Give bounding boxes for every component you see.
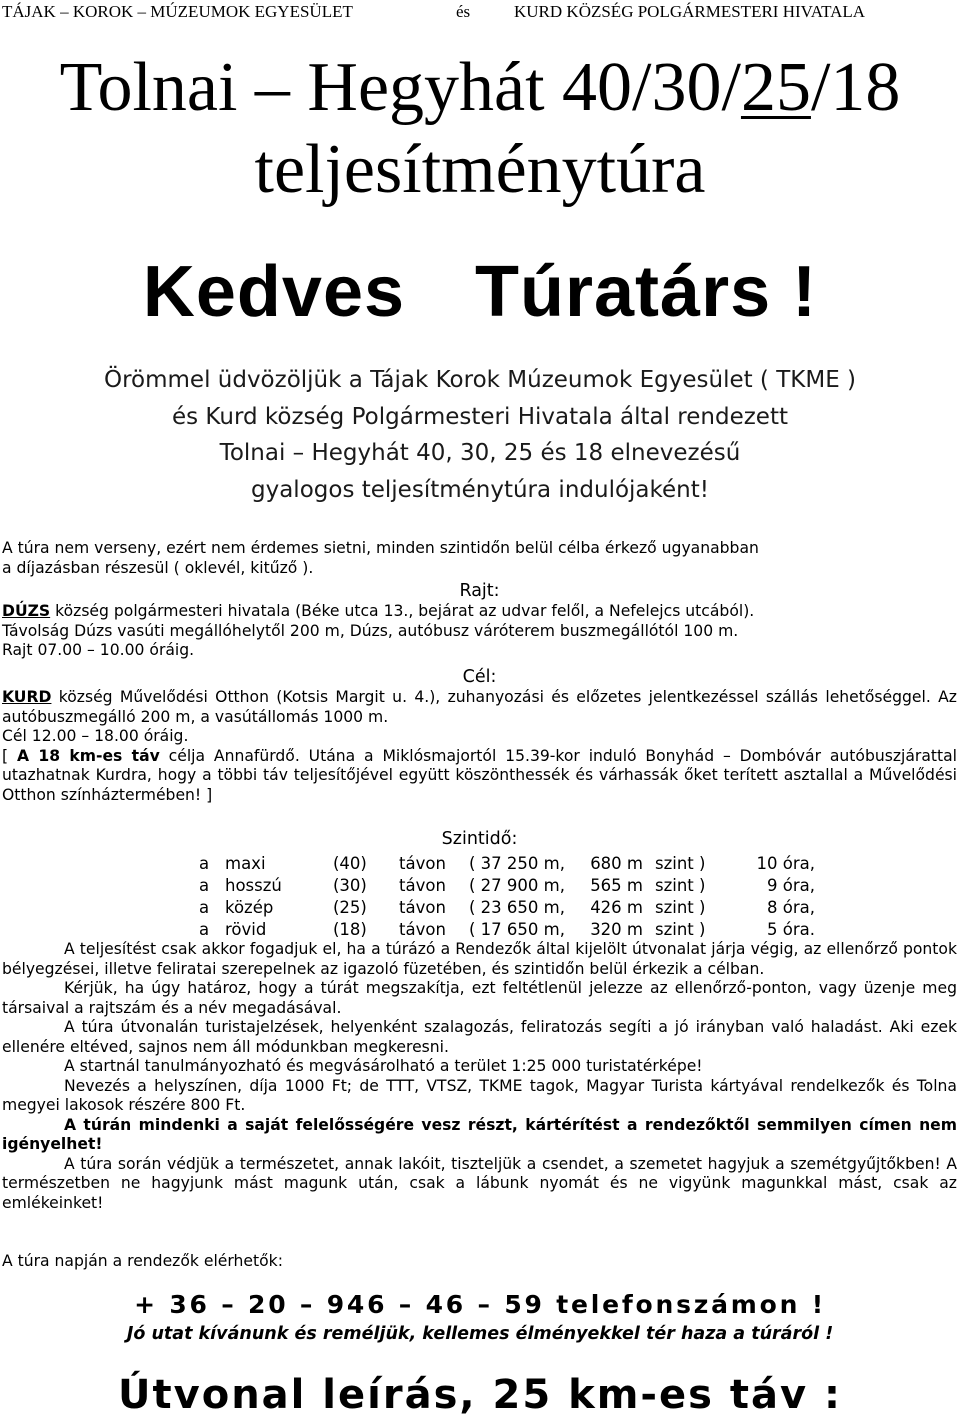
- time-limit-time-limit: 9 óra,: [767, 875, 815, 895]
- phone-number: + 36 – 20 – 946 – 46 – 59 telefonszámon !: [134, 1290, 826, 1319]
- time-limit-row: [199, 874, 815, 896]
- time-limit-route-name: maxi: [225, 853, 266, 873]
- time-limit-row: [199, 852, 815, 874]
- start-village: DÚZS: [2, 602, 51, 620]
- time-limit-table: [199, 852, 815, 940]
- time-limit-route-name: rövid: [225, 919, 267, 939]
- time-limit-distance: ( 17 650 m,: [469, 919, 565, 939]
- rules-section: [2, 940, 957, 1213]
- time-limit-distance: ( 23 650 m,: [469, 897, 565, 917]
- race-note-line: a díjazásban részesül ( oklevél, kitűző ).: [2, 558, 314, 577]
- time-limit-time-limit: 10 óra,: [756, 853, 815, 873]
- organizer-conjunction: és: [456, 2, 471, 21]
- time-limit-route-name: hosszú: [225, 875, 282, 895]
- finish-note-text: célja Annafürdő. Utána a Miklósmajortól 15.39-kor induló Bonyhád – Dombóvár autóbuszjárattal utazhatnak Kurdra, hogy a többi táv teljesítőjével együtt köszönthessék és várhassák őket terített asztallal a Művelődési Otthon színháztermében! ]: [2, 746, 958, 804]
- time-limit-elevation: 320 m: [590, 919, 643, 939]
- start-heading: Rajt:: [459, 581, 500, 601]
- title-underlined-distance: 25: [740, 49, 811, 126]
- time-limit-word-elevation: szint ): [655, 875, 706, 895]
- race-note-line: A túra nem verseny, ezért nem érdemes sietni, minden szintidőn belül célba érkező ugyanabban: [2, 539, 759, 557]
- time-limit-article: a: [199, 897, 210, 917]
- time-limit-word-elevation: szint ): [655, 897, 706, 917]
- start-time: Rajt 07.00 – 10.00 óráig.: [2, 641, 195, 659]
- time-limit-route-code: (30): [333, 875, 367, 895]
- bracket: [: [2, 746, 17, 765]
- time-limit-elevation: 426 m: [590, 897, 643, 917]
- time-limit-word-elevation: szint ): [655, 919, 706, 939]
- start-distance: Távolság Dúzs vasúti megállóhelytől 200 m, Dúzs, autóbusz váróterem buszmegállótól 100 m.: [2, 621, 739, 640]
- time-limit-time-limit: 8 óra,: [767, 897, 815, 917]
- organizer-right: KURD KÖZSÉG POLGÁRMESTERI HIVATALA: [514, 2, 866, 21]
- time-limit-word-route: távon: [399, 897, 446, 917]
- greeting-word: Kedves: [142, 252, 406, 332]
- time-limit-distance: ( 37 250 m,: [469, 853, 565, 873]
- time-limit-elevation: 680 m: [590, 853, 643, 873]
- rule-paragraph: A túra útvonalán turistajelzések, helyenként szalagozás, feliratozás segíti a jó irányban való haladást. Aki ezek ellenére eltéved, sajnos nem áll módunkban megkeresni.: [2, 1018, 957, 1056]
- finish-address: község Művelődési Otthon (Kotsis Margit u. 4.), zuhanyozási és előzetes jelentkezéssel szállás lehetőséggel. Az autóbuszmegálló 200 m, a vasútállomás 1000 m.: [2, 688, 957, 726]
- race-note: [2, 539, 957, 578]
- time-limit-word-route: távon: [399, 853, 446, 873]
- organizer-header: [0, 2, 960, 24]
- time-limit-route-code: (18): [333, 919, 367, 939]
- finish-section: [2, 666, 957, 805]
- main-title: [0, 46, 960, 130]
- rule-paragraph-bold: A túrán mindenki a saját felelősségére vesz részt, kártérítést a rendezőktől semmilyen címen nem igényelhet!: [2, 1115, 957, 1153]
- time-limit-elevation: 565 m: [590, 875, 643, 895]
- main-subtitle: teljesítménytúra: [254, 131, 706, 208]
- rule-paragraph: A teljesítést csak akkor fogadjuk el, ha a túrázó a Rendezők által kijelölt útvonalat járja végig, az ellenőrző pontok bélyegzései, illetve feliratai szerepelnek az igazoló füzetében, és szintidőn belül érkezik a célban.: [2, 940, 957, 978]
- time-limit-route-code: (25): [333, 897, 367, 917]
- start-place: [2, 602, 957, 622]
- intro-line: Örömmel üdvözöljük a Tájak Korok Múzeumok Egyesület ( TKME ): [103, 367, 857, 393]
- intro-paragraph: [0, 362, 960, 508]
- finish-time: Cél 12.00 – 18.00 óráig.: [2, 727, 189, 745]
- contact-intro: A túra napján a rendezők elérhetők:: [2, 1252, 283, 1270]
- time-limit-article: a: [199, 919, 210, 939]
- time-limit-word-route: távon: [399, 919, 446, 939]
- finish-place: [2, 688, 957, 727]
- rule-paragraph: A startnál tanulmányozható és megvásárolható a terület 1:25 000 turistatérképe!: [64, 1057, 703, 1075]
- route-heading: Útvonal leírás, 25 km-es táv :: [118, 1372, 842, 1418]
- time-limit-time-limit: 5 óra.: [767, 919, 815, 939]
- greeting: [0, 252, 960, 332]
- title-part: /18: [810, 49, 901, 126]
- time-limit-article: a: [199, 853, 210, 873]
- farewell-wish: Jó utat kívánunk és reméljük, kellemes élményekkel tér haza a túráról !: [126, 1324, 834, 1344]
- time-limit-word-elevation: szint ): [655, 853, 706, 873]
- rule-paragraph: A túra során védjük a természetet, annak lakóit, tiszteljük a csendet, a szemetet hagyjuk a szemétgyűjtőkben! A természetben ne hagyjunk mást magunk után, csak a lábunk nyomát és ne vigyünk magunkkal mást, csak az emlékeinket!: [2, 1154, 957, 1212]
- rule-paragraph: Nevezés a helyszínen, díja 1000 Ft; de TTT, VTSZ, TKME tagok, Magyar Turista kártyával rendelkezők és Tolna megyei lakosok részére 800 Ft.: [2, 1076, 957, 1114]
- time-limit-distance: ( 27 900 m,: [469, 875, 565, 895]
- organizer-left: TÁJAK – KOROK – MÚZEUMOK EGYESÜLET: [2, 2, 353, 21]
- finish-note: [2, 747, 957, 806]
- time-limit-route-code: (40): [333, 853, 367, 873]
- intro-line: gyalogos teljesítménytúra indulójaként!: [251, 476, 709, 503]
- title-part: Tolnai – Hegyhát 40/30/: [59, 49, 741, 126]
- start-address: község polgármesteri hivatala (Béke utca 13., bejárat az udvar felől, a Nefelejcs utcából).: [50, 602, 755, 620]
- intro-line: és Kurd község Polgármesteri Hivatala által rendezett: [171, 403, 788, 430]
- intro-line: Tolnai – Hegyhát 40, 30, 25 és 18 elnevezésű: [219, 440, 741, 466]
- finish-village: KURD: [2, 688, 52, 706]
- finish-heading: Cél:: [462, 667, 497, 687]
- start-section: [2, 580, 957, 661]
- finish-note-distance: A 18 km-es táv: [16, 746, 160, 765]
- time-limit-heading: Szintidő:: [441, 829, 518, 849]
- greeting-word: Túratárs !: [475, 252, 818, 332]
- time-limit-row: [199, 896, 815, 918]
- time-limit-row: [199, 918, 815, 940]
- rule-paragraph: Kérjük, ha úgy határoz, hogy a túrát megszakítja, ezt feltétlenül jelezze az ellenőrző-ponton, vagy üzenje meg társaival a rajtszám és a név megadásával.: [2, 979, 957, 1017]
- time-limit-article: a: [199, 875, 210, 895]
- time-limit-route-name: közép: [225, 897, 274, 917]
- time-limit-word-route: távon: [399, 875, 446, 895]
